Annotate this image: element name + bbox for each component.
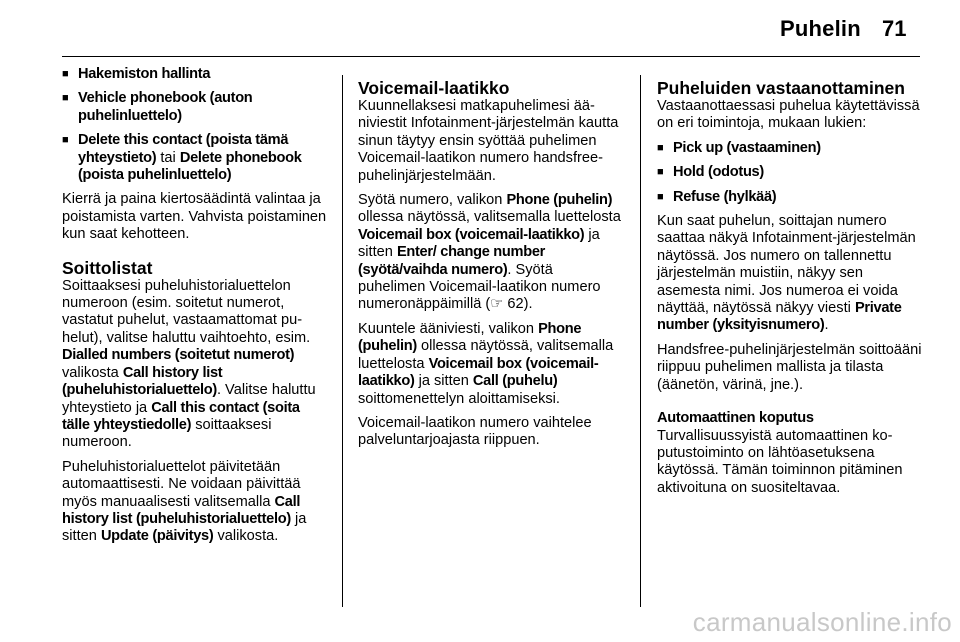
bullet-text: Hold (odotus) <box>673 164 764 181</box>
paragraph: Kuunnellaksesi matkapuhelimesi ääniviestit Infotainment-järjestelmän kautta sinun täytyy ensin syöttää puhelimen Voicemail-laatikon numero handsfree-puhelinjärjestelmään. <box>358 98 619 184</box>
bullet-text: Pick up (vastaaminen) <box>673 139 821 156</box>
bold-text: Call history list (puheluhistorialuettelo) <box>62 364 223 399</box>
bullet-icon: ■ <box>62 134 69 147</box>
column-3 <box>657 78 925 497</box>
bullet-text: Refuse (hylkää) <box>673 188 777 205</box>
text-run: ja sitten <box>414 373 473 390</box>
paragraph <box>358 192 622 314</box>
text-run: . Syötä puhelimen Voicemail-laatikon numero numeronäppäimillä ( <box>358 261 601 313</box>
bold-text: Call this contact (soita tälle yhteystiedolle) <box>62 399 300 433</box>
bold-text: Enter/ change number (syötä/vaihda numero) <box>358 244 546 278</box>
section-heading: Puheluiden vastaanottaminen <box>657 78 905 98</box>
text-run: Syötä numero, valikon <box>358 192 507 209</box>
bold-text: Vehicle phonebook (auton puhelinluettelo) <box>78 90 253 124</box>
bold-text: Phone (puhelin) <box>358 320 582 355</box>
paragraph: Turvallisuussyistä automaattinen koputustoiminto on lähtöasetuksena käytössä. Tämän toiminnon pitäminen aktivoituna on suositeltavaa. <box>657 427 903 496</box>
bold-text: Update (päivitys) <box>100 528 214 545</box>
paragraph <box>657 213 925 335</box>
bullet-icon: ■ <box>657 141 664 154</box>
page-number: 71 <box>882 16 907 41</box>
text-run: Puheluhistorialuettelot päivitetään automaattisesti. Ne voidaan päivittää myös manuaalisesti valitsemalla <box>62 458 301 510</box>
text-run: Kun saat puhelun, soittajan numero saattaa näkyä Infotainment-järjestelmän näytössä. Jos numero on tallennettu järjestelmän muistiin, näkyy sen asemesta nimi. Jos numeroa ei voida näyttää, näytössä näkyy viesti <box>657 213 916 317</box>
paragraph: Kierrä ja paina kiertosäädintä valintaa ja poistamista varten. Vahvista poistaminen kun saat kehotteen. <box>62 191 327 243</box>
text-run: Kuuntele ääniviesti, valikon <box>358 320 539 337</box>
bullet-icon: ■ <box>62 68 69 80</box>
bullet-item <box>62 132 328 184</box>
section-heading: Voicemail-laatikko <box>358 78 510 98</box>
text-run: ollessa näytössä, valitsemalla luettelosta <box>358 209 621 226</box>
bold-text: Hakemiston hallinta <box>78 66 211 82</box>
text-run: . Valitse haluttu yhteystieto ja <box>62 382 316 416</box>
paragraph: Handsfree-puhelinjärjestelmän soittoääni riippuu puhelimen mallista ja tilasta (äänetön, värinä, jne.). <box>657 341 922 393</box>
bold-text: Delete this contact (poista tämä yhteystieto) <box>78 132 289 166</box>
bullet-list <box>657 140 925 206</box>
text-run: ja sitten <box>62 510 307 545</box>
bold-text: Phone (puhelin) <box>506 192 613 209</box>
paragraph <box>62 278 328 452</box>
paragraph: Voicemail-laatikon numero vaihtelee palveluntarjoajasta riippuen. <box>358 414 592 449</box>
bullet-item <box>62 90 328 125</box>
bold-text: Call (puhelu) <box>472 373 558 390</box>
column-1 <box>62 66 328 546</box>
bullet-icon: ■ <box>62 92 69 105</box>
text-run: valikosta <box>62 364 123 381</box>
bullet-item <box>657 140 925 157</box>
text-run: ☞ <box>490 296 504 313</box>
text-run: Soittaaksesi puheluhistorialuettelon numeroon (esim. soitetut numerot, vastatut puhelut, vastaamattomat puhelut), valitse haluttu vaihtoehto, esim. <box>62 277 311 346</box>
bold-text: Private number (yksityisnumero) <box>657 300 902 334</box>
section-heading: Soittolistat <box>62 257 153 278</box>
bold-text: Delete phonebook (poista puhelinluettelo) <box>78 149 302 184</box>
column-2 <box>358 78 622 450</box>
paragraph: Vastaanottaessasi puhelua käytettävissä on eri toimintoja, mukaan lukien: <box>657 98 920 132</box>
bold-text: Call history list (puheluhistorialuettelo) <box>62 493 301 527</box>
text-run: soittaaksesi numeroon. <box>62 416 272 451</box>
text-run: valikosta. <box>213 528 279 545</box>
header-rule <box>62 56 920 57</box>
bullet-icon: ■ <box>657 190 664 203</box>
paragraph <box>62 459 328 546</box>
page-title: Puhelin <box>780 16 861 41</box>
bullet-item <box>657 164 925 181</box>
bullet-list <box>62 66 328 184</box>
text-run: ollessa näytössä, valitsemalla luettelosta <box>358 338 614 372</box>
bold-text: Dialled numbers (soitetut numerot) <box>62 347 295 364</box>
text-run: soittomenettelyn aloittamiseksi. <box>358 390 560 407</box>
text-run: 62). <box>503 296 533 313</box>
column-divider-1 <box>342 75 343 607</box>
bullet-icon: ■ <box>657 166 664 179</box>
bold-text: Voicemail box (voicemail-laatikko) <box>358 355 599 390</box>
bullet-item <box>62 66 328 83</box>
bullet-item <box>657 189 925 206</box>
paragraph <box>358 321 622 408</box>
text-run: tai <box>156 149 180 166</box>
text-run: . <box>824 317 829 334</box>
watermark-text: carmanualsonline.info <box>692 607 952 637</box>
sub-heading: Automaattinen koputus <box>657 410 814 427</box>
text-run: ja sitten <box>358 226 600 261</box>
column-divider-2 <box>640 75 641 607</box>
bold-text: Voicemail box (voicemail-laatikko) <box>358 226 585 243</box>
